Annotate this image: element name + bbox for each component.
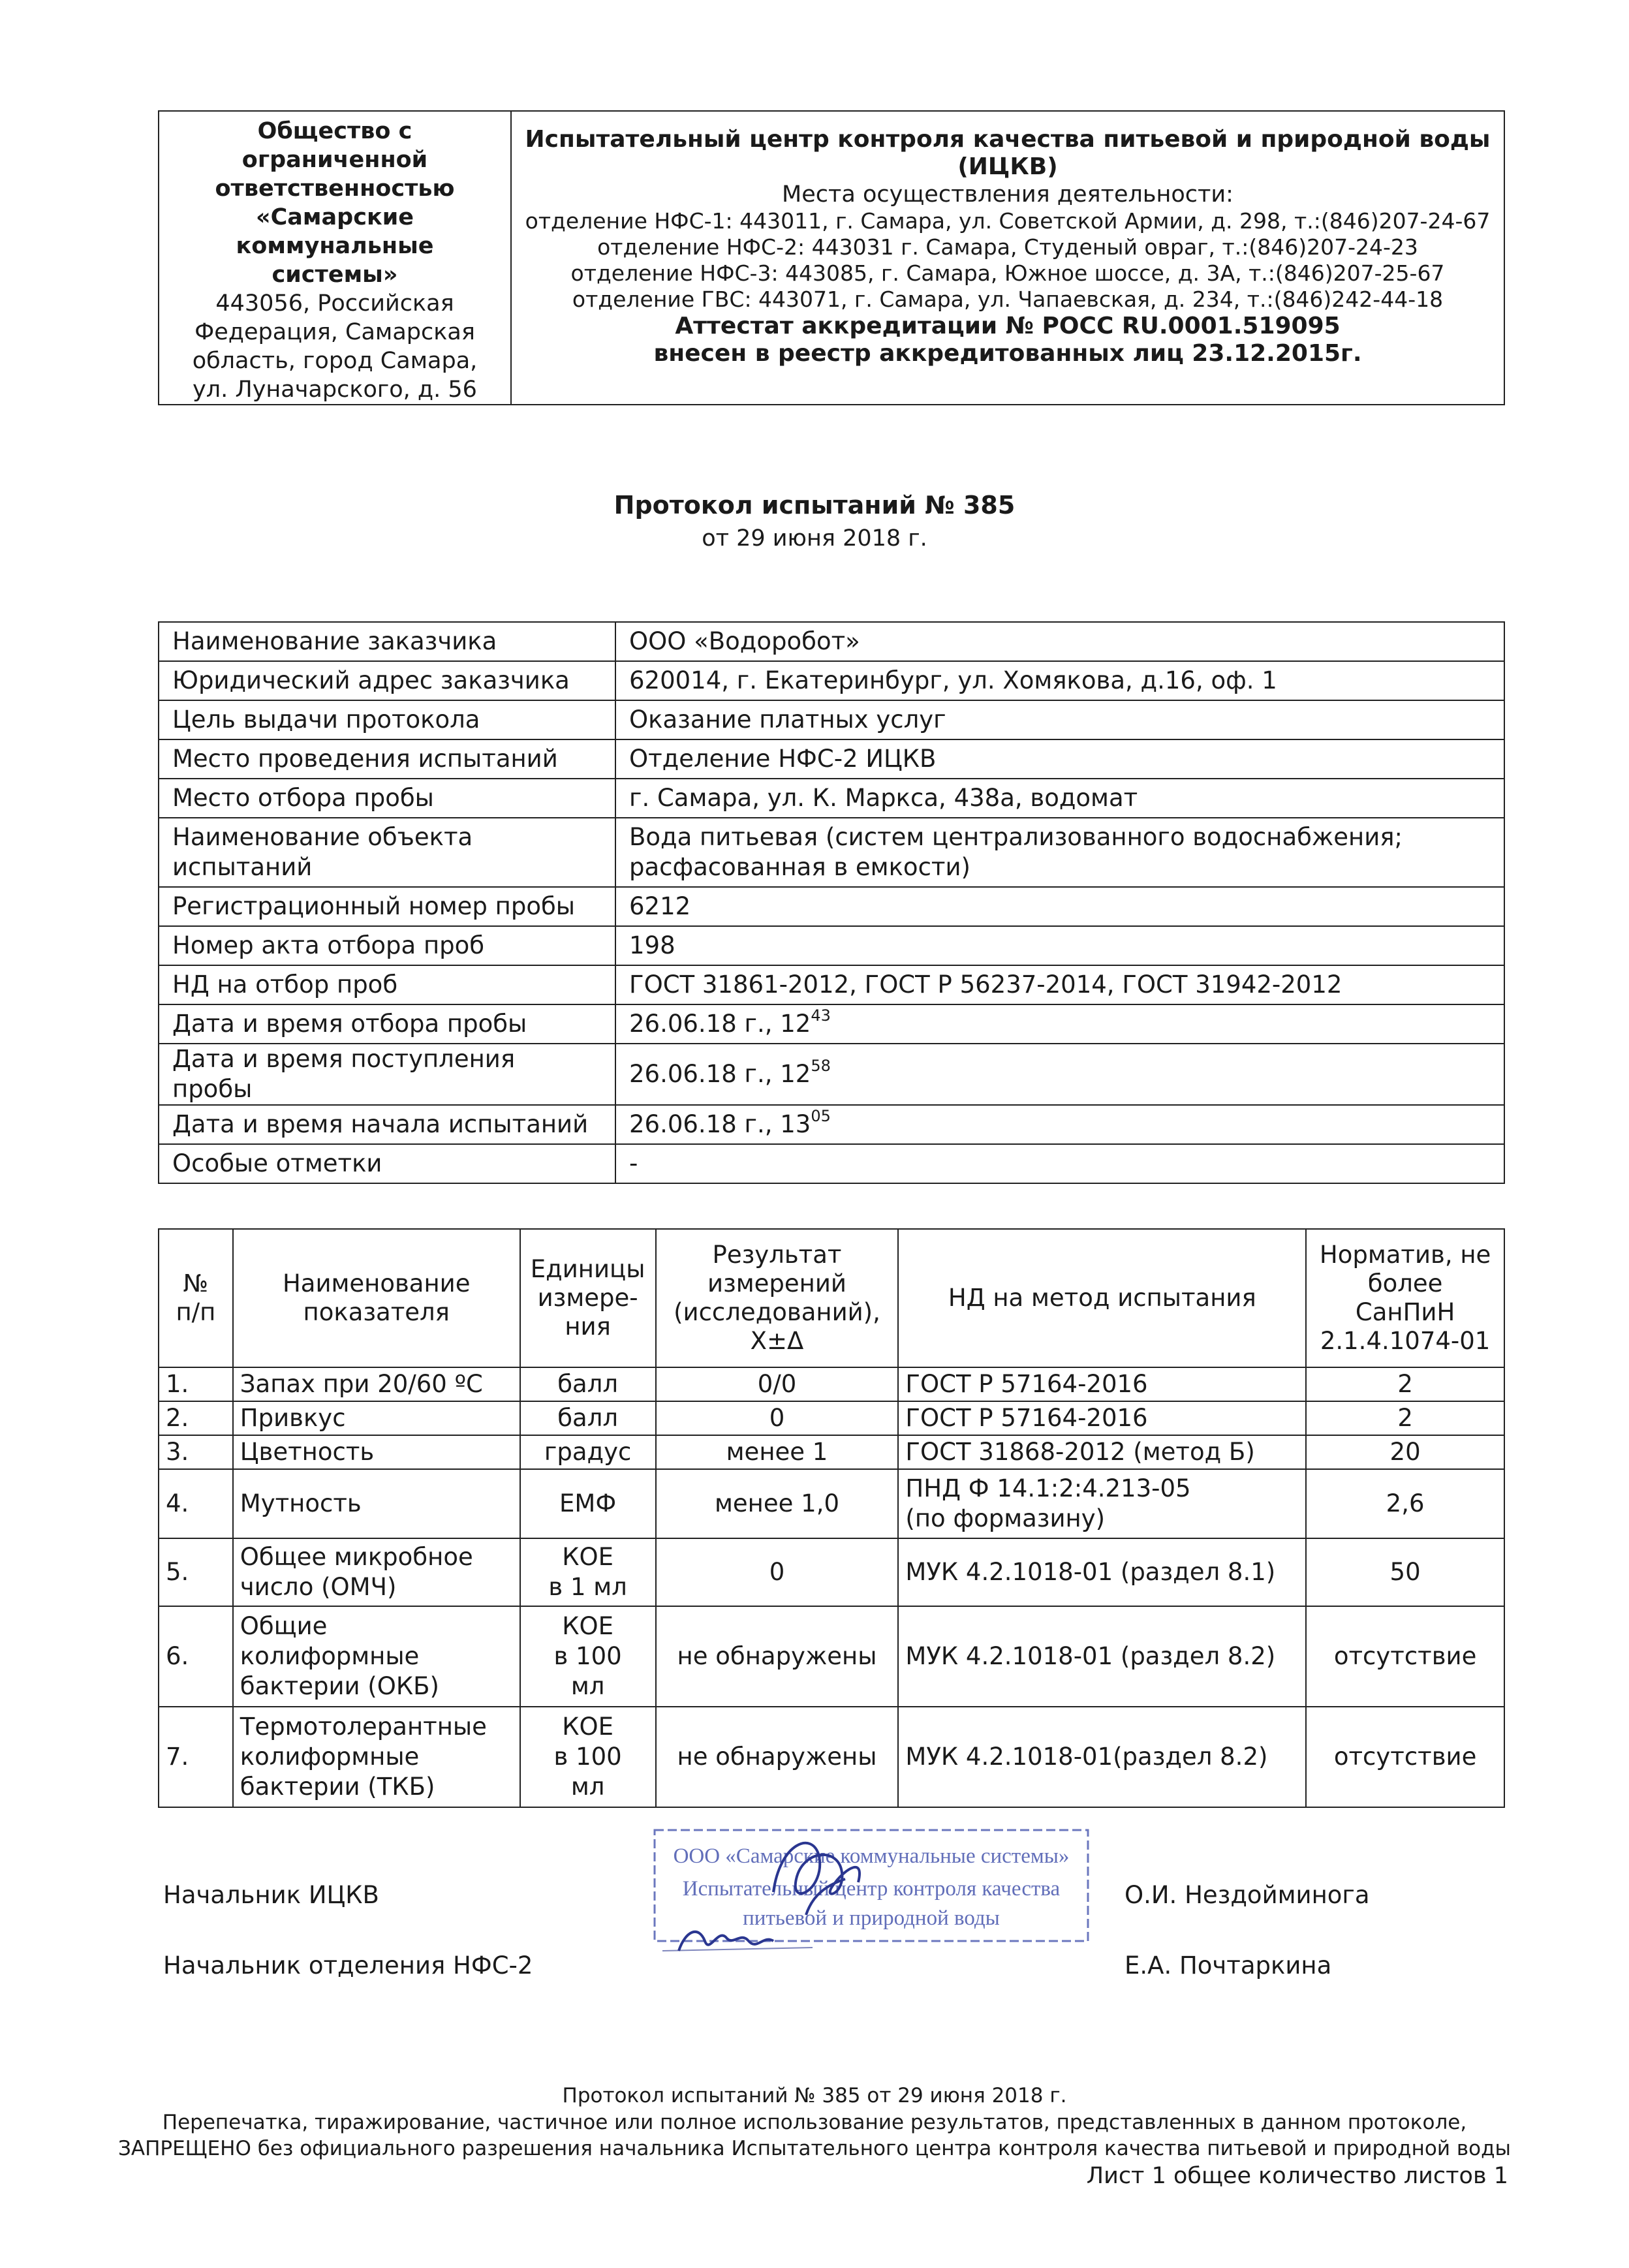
date-value: 26.06.18 г., 12 xyxy=(629,1060,811,1088)
info-value: г. Самара, ул. К. Маркса, 438а, водомат xyxy=(615,779,1504,818)
info-value xyxy=(615,1044,1504,1105)
row-number: 5. xyxy=(159,1538,233,1606)
results-table xyxy=(158,1228,1505,1808)
table-row xyxy=(159,1606,1504,1707)
row-number: 4. xyxy=(159,1469,233,1538)
info-value: ООО «Водоробот» xyxy=(615,622,1504,661)
test-method: МУК 4.2.1018-01 (раздел 8.1) xyxy=(898,1538,1306,1606)
sheet-count: Лист 1 общее количество листов 1 xyxy=(1086,2163,1508,2189)
head-name: О.И. Нездойминога xyxy=(1125,1881,1370,1909)
indicator-name: Общее микробное число (ОМЧ) xyxy=(233,1538,520,1606)
branch-head-title: Начальник отделения НФС-2 xyxy=(163,1951,533,1980)
result-value: 0 xyxy=(656,1401,899,1435)
branch-address: отделение НФС-2: 443031 г. Самара, Студеный овраг, т.:(846)207-24-23 xyxy=(597,234,1418,260)
organization-cell xyxy=(159,111,511,405)
info-row xyxy=(159,818,1504,887)
testing-center-cell xyxy=(511,111,1504,405)
info-key: Юридический адрес заказчика xyxy=(159,661,615,700)
info-row xyxy=(159,661,1504,700)
table-row xyxy=(159,1707,1504,1807)
row-number: 2. xyxy=(159,1401,233,1435)
org-name-line: системы» xyxy=(272,262,398,288)
norm-value: 20 xyxy=(1306,1435,1504,1469)
info-row xyxy=(159,887,1504,926)
units: балл xyxy=(520,1401,656,1435)
accreditation-certificate: Аттестат аккредитации № РОСС RU.0001.519095 xyxy=(675,313,1341,339)
info-row xyxy=(159,1144,1504,1183)
info-value-line: Вода питьевая (систем централизованного водоснабжения; xyxy=(629,823,1403,851)
info-value: - xyxy=(615,1144,1504,1183)
org-address-line: ул. Луначарского, д. 56 xyxy=(193,377,477,403)
row-number: 6. xyxy=(159,1606,233,1707)
info-key: Место отбора пробы xyxy=(159,779,615,818)
date-value: 26.06.18 г., 13 xyxy=(629,1110,811,1138)
table-row xyxy=(159,1435,1504,1469)
info-row xyxy=(159,739,1504,779)
norm-value: отсутствие xyxy=(1306,1707,1504,1807)
indicator-name: Запах при 20/60 ºС xyxy=(233,1367,520,1401)
info-key: Регистрационный номер пробы xyxy=(159,887,615,926)
org-name-line: ответственностью xyxy=(215,176,455,202)
org-name-line: Общество с xyxy=(257,118,412,144)
date-value: 26.06.18 г., 12 xyxy=(629,1010,811,1038)
info-value: Отделение НФС-2 ИЦКВ xyxy=(615,739,1504,779)
info-key: Особые отметки xyxy=(159,1144,615,1183)
stamp-line-2: Испытательный центр контроля качества xyxy=(682,1877,1061,1901)
col-header-units: Единицы измере- ния xyxy=(520,1229,656,1367)
row-number: 3. xyxy=(159,1435,233,1469)
org-address-line: Федерация, Самарская xyxy=(194,319,475,345)
units: балл xyxy=(520,1367,656,1401)
col-header-result: Результат измерений (исследований), X±Δ xyxy=(656,1229,899,1367)
indicator-name: Мутность xyxy=(233,1469,520,1538)
time-minutes: 58 xyxy=(811,1056,831,1075)
header-table xyxy=(158,110,1505,405)
time-minutes: 05 xyxy=(811,1106,831,1125)
info-row xyxy=(159,965,1504,1004)
units: ЕМФ xyxy=(520,1469,656,1538)
registry-entry: внесен в реестр аккредитованных лиц 23.12.2015г. xyxy=(653,340,1362,367)
branch-address: отделение ГВС: 443071, г. Самара, ул. Чапаевская, д. 234, т.:(846)242-44-18 xyxy=(572,287,1444,312)
norm-value: отсутствие xyxy=(1306,1606,1504,1707)
info-key: Дата и время начала испытаний xyxy=(159,1105,615,1144)
result-value: 0 xyxy=(656,1538,899,1606)
info-row xyxy=(159,926,1504,965)
stamp-image xyxy=(649,1817,1093,1961)
test-method: ГОСТ Р 57164-2016 xyxy=(898,1367,1306,1401)
footer-notice-line: Перепечатка, тиражирование, частичное или полное использование результатов, представленных в данном протоколе, xyxy=(162,2111,1467,2134)
branch-address: отделение НФС-3: 443085, г. Самара, Южное шоссе, д. 3А, т.:(846)207-25-67 xyxy=(570,260,1445,286)
units: КОЕ в 1 мл xyxy=(520,1538,656,1606)
info-row xyxy=(159,622,1504,661)
stamp-line-1: ООО «Самарские коммунальные системы» xyxy=(673,1844,1070,1868)
norm-value: 50 xyxy=(1306,1538,1504,1606)
info-value xyxy=(615,1105,1504,1144)
info-key xyxy=(159,818,615,887)
center-abbrev: (ИЦКВ) xyxy=(957,153,1058,180)
norm-value: 2,6 xyxy=(1306,1469,1504,1538)
protocol-date: от 29 июня 2018 г. xyxy=(702,525,927,551)
info-row xyxy=(159,779,1504,818)
time-minutes: 43 xyxy=(811,1006,831,1025)
results-header-row xyxy=(159,1229,1504,1367)
info-value: Оказание платных услуг xyxy=(615,700,1504,739)
info-row xyxy=(159,1044,1504,1105)
info-key: НД на отбор проб xyxy=(159,965,615,1004)
info-row xyxy=(159,700,1504,739)
protocol-title: Протокол испытаний № 385 xyxy=(613,491,1016,520)
branch-address: отделение НФС-1: 443011, г. Самара, ул. Советской Армии, д. 298, т.:(846)207-24-67 xyxy=(525,208,1491,234)
col-header-norm: Норматив, не более СанПиН 2.1.4.1074-01 xyxy=(1306,1229,1504,1367)
info-key: Дата и время отбора пробы xyxy=(159,1004,615,1044)
head-title: Начальник ИЦКВ xyxy=(163,1881,379,1909)
info-value: 620014, г. Екатеринбург, ул. Хомякова, д.16, оф. 1 xyxy=(615,661,1504,700)
org-name-line: «Самарские xyxy=(256,204,414,230)
branch-head-name: Е.А. Почтаркина xyxy=(1125,1951,1332,1980)
result-value: не обнаружены xyxy=(656,1707,899,1807)
info-value-line: расфасованная в емкости) xyxy=(629,853,970,881)
col-header-method: НД на метод испытания xyxy=(898,1229,1306,1367)
info-value xyxy=(615,1004,1504,1044)
info-row xyxy=(159,1105,1504,1144)
row-number: 1. xyxy=(159,1367,233,1401)
test-method: ПНД Ф 14.1:2:4.213-05 (по формазину) xyxy=(898,1469,1306,1538)
info-key: Цель выдачи протокола xyxy=(159,700,615,739)
info-row xyxy=(159,1004,1504,1044)
places-label: Места осуществления деятельности: xyxy=(782,181,1233,208)
info-key: Наименование заказчика xyxy=(159,622,615,661)
info-value: 6212 xyxy=(615,887,1504,926)
info-key: Место проведения испытаний xyxy=(159,739,615,779)
col-header-indicator: Наименование показателя xyxy=(233,1229,520,1367)
info-value: ГОСТ 31861-2012, ГОСТ Р 56237-2014, ГОСТ 31942-2012 xyxy=(615,965,1504,1004)
info-key-line: Наименование объекта xyxy=(172,823,473,851)
footer-notice-line: ЗАПРЕЩЕНО без официального разрешения начальника Испытательного центра контроля качества питьевой и природной воды xyxy=(118,2137,1511,2160)
org-name-line: коммунальные xyxy=(236,233,434,259)
info-value xyxy=(615,818,1504,887)
info-key-line: испытаний xyxy=(172,853,313,881)
indicator-name: Общие колиформные бактерии (ОКБ) xyxy=(233,1606,520,1707)
norm-value: 2 xyxy=(1306,1401,1504,1435)
table-row xyxy=(159,1401,1504,1435)
test-method: ГОСТ 31868-2012 (метод Б) xyxy=(898,1435,1306,1469)
indicator-name: Цветность xyxy=(233,1435,520,1469)
result-value: 0/0 xyxy=(656,1367,899,1401)
org-address-line: область, город Самара, xyxy=(192,348,478,374)
footer-protocol-ref: Протокол испытаний № 385 от 29 июня 2018 г. xyxy=(562,2084,1067,2107)
result-value: менее 1,0 xyxy=(656,1469,899,1538)
result-value: менее 1 xyxy=(656,1435,899,1469)
test-method: ГОСТ Р 57164-2016 xyxy=(898,1401,1306,1435)
row-number: 7. xyxy=(159,1707,233,1807)
indicator-name: Привкус xyxy=(233,1401,520,1435)
table-row xyxy=(159,1538,1504,1606)
org-address-line: 443056, Российская xyxy=(215,290,454,317)
org-name-line: ограниченной xyxy=(241,147,428,173)
test-method: МУК 4.2.1018-01(раздел 8.2) xyxy=(898,1707,1306,1807)
center-title: Испытательный центр контроля качества питьевой и природной воды xyxy=(525,126,1491,153)
units: КОЕ в 100 мл xyxy=(520,1707,656,1807)
table-row xyxy=(159,1367,1504,1401)
indicator-name: Термотолерантные колиформные бактерии (ТКБ) xyxy=(233,1707,520,1807)
units: КОЕ в 100 мл xyxy=(520,1606,656,1707)
info-key: Дата и время поступления пробы xyxy=(159,1044,615,1105)
info-value: 198 xyxy=(615,926,1504,965)
table-row xyxy=(159,1469,1504,1538)
test-method: МУК 4.2.1018-01 (раздел 8.2) xyxy=(898,1606,1306,1707)
stamp-line-3: питьевой и природной воды xyxy=(743,1906,1000,1930)
norm-value: 2 xyxy=(1306,1367,1504,1401)
sample-info-table xyxy=(158,621,1505,1184)
result-value: не обнаружены xyxy=(656,1606,899,1707)
col-header-number: № п/п xyxy=(159,1229,233,1367)
units: градус xyxy=(520,1435,656,1469)
info-key: Номер акта отбора проб xyxy=(159,926,615,965)
